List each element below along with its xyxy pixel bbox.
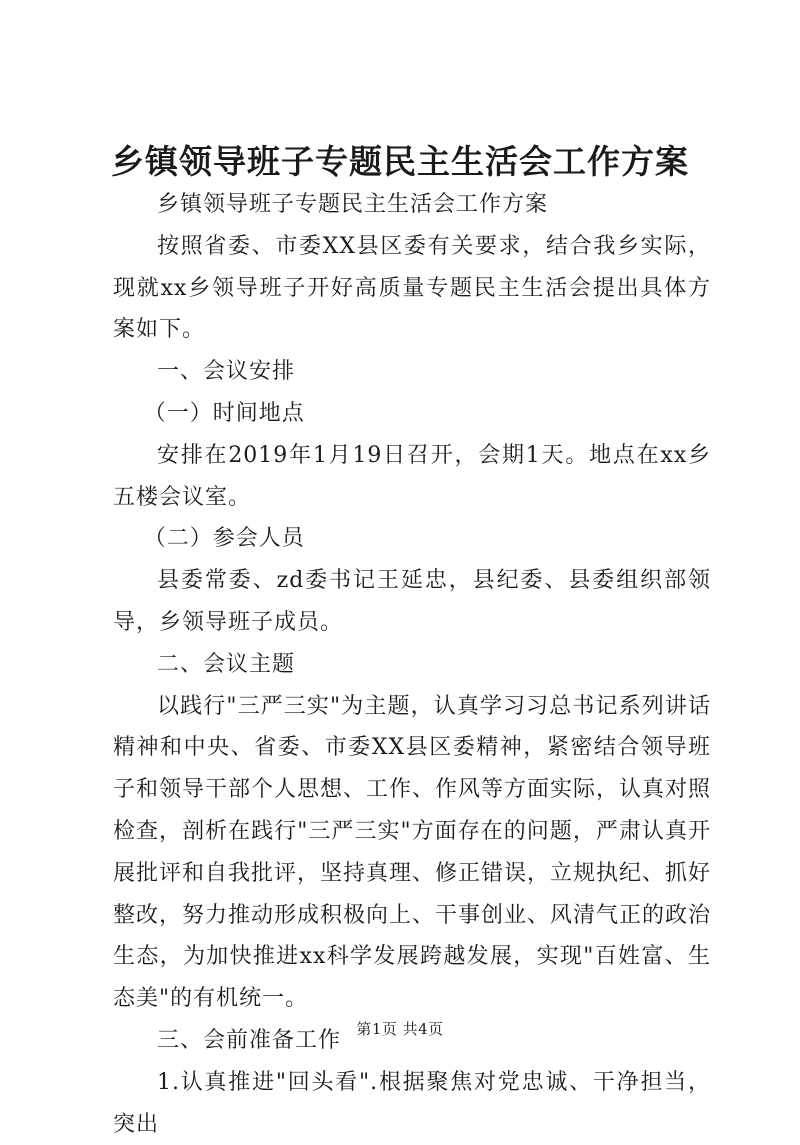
paragraph-repeat-title: 乡镇领导班子专题民主生活会工作方案 — [157, 192, 549, 217]
page-number: 第1页 共4页 — [356, 1020, 444, 1038]
document-body — [113, 184, 711, 1145]
paragraph-intro: 按照省委、市委XX县区委有关要求，结合我乡实际，现就xx乡领导班子开好高质量专题民主生活会提出具体方案如下。 — [113, 233, 711, 343]
paragraph-theme: 以践行"三严三实"为主题，认真学习习总书记系列讲话精神和中央、省委、市委XX县区委精神，紧密结合领导班子和领导干部个人思想、工作、作风等方面实际，认真对照检查，剖析在践行"三严三实"方面存在的问题，严肃认真开展批评和自我批评，坚持真理、修正错误，立规执纪、抓好整改，努力推动形成积极向上、干事创业、风清气正的政治生态，为加快推进xx科学发展跨越发展，实现"百姓富、生态美"的有机统一。 — [113, 693, 712, 1012]
paragraph-preparation-1: 1.认真推进"回头看".根据聚焦对党忠诚、干净担当，突出 — [113, 1069, 711, 1137]
paragraph-time-place: 安排在2019年1月19日召开，会期1天。地点在xx乡五楼会议室。 — [113, 442, 711, 510]
subheading-attendees: （二）参会人员 — [143, 526, 305, 552]
heading-preparation: 三、会前准备工作 — [157, 1027, 342, 1053]
heading-meeting-theme: 二、会议主题 — [157, 651, 296, 677]
heading-meeting-arrangement: 一、会议安排 — [157, 359, 296, 385]
document-title: 乡镇领导班子专题民主生活会工作方案 — [111, 142, 689, 181]
paragraph-attendees: 县委常委、zd委书记王延忠，县纪委、县委组织部领导，乡领导班子成员。 — [113, 568, 711, 635]
subheading-time-place: （一）时间地点 — [143, 400, 305, 426]
